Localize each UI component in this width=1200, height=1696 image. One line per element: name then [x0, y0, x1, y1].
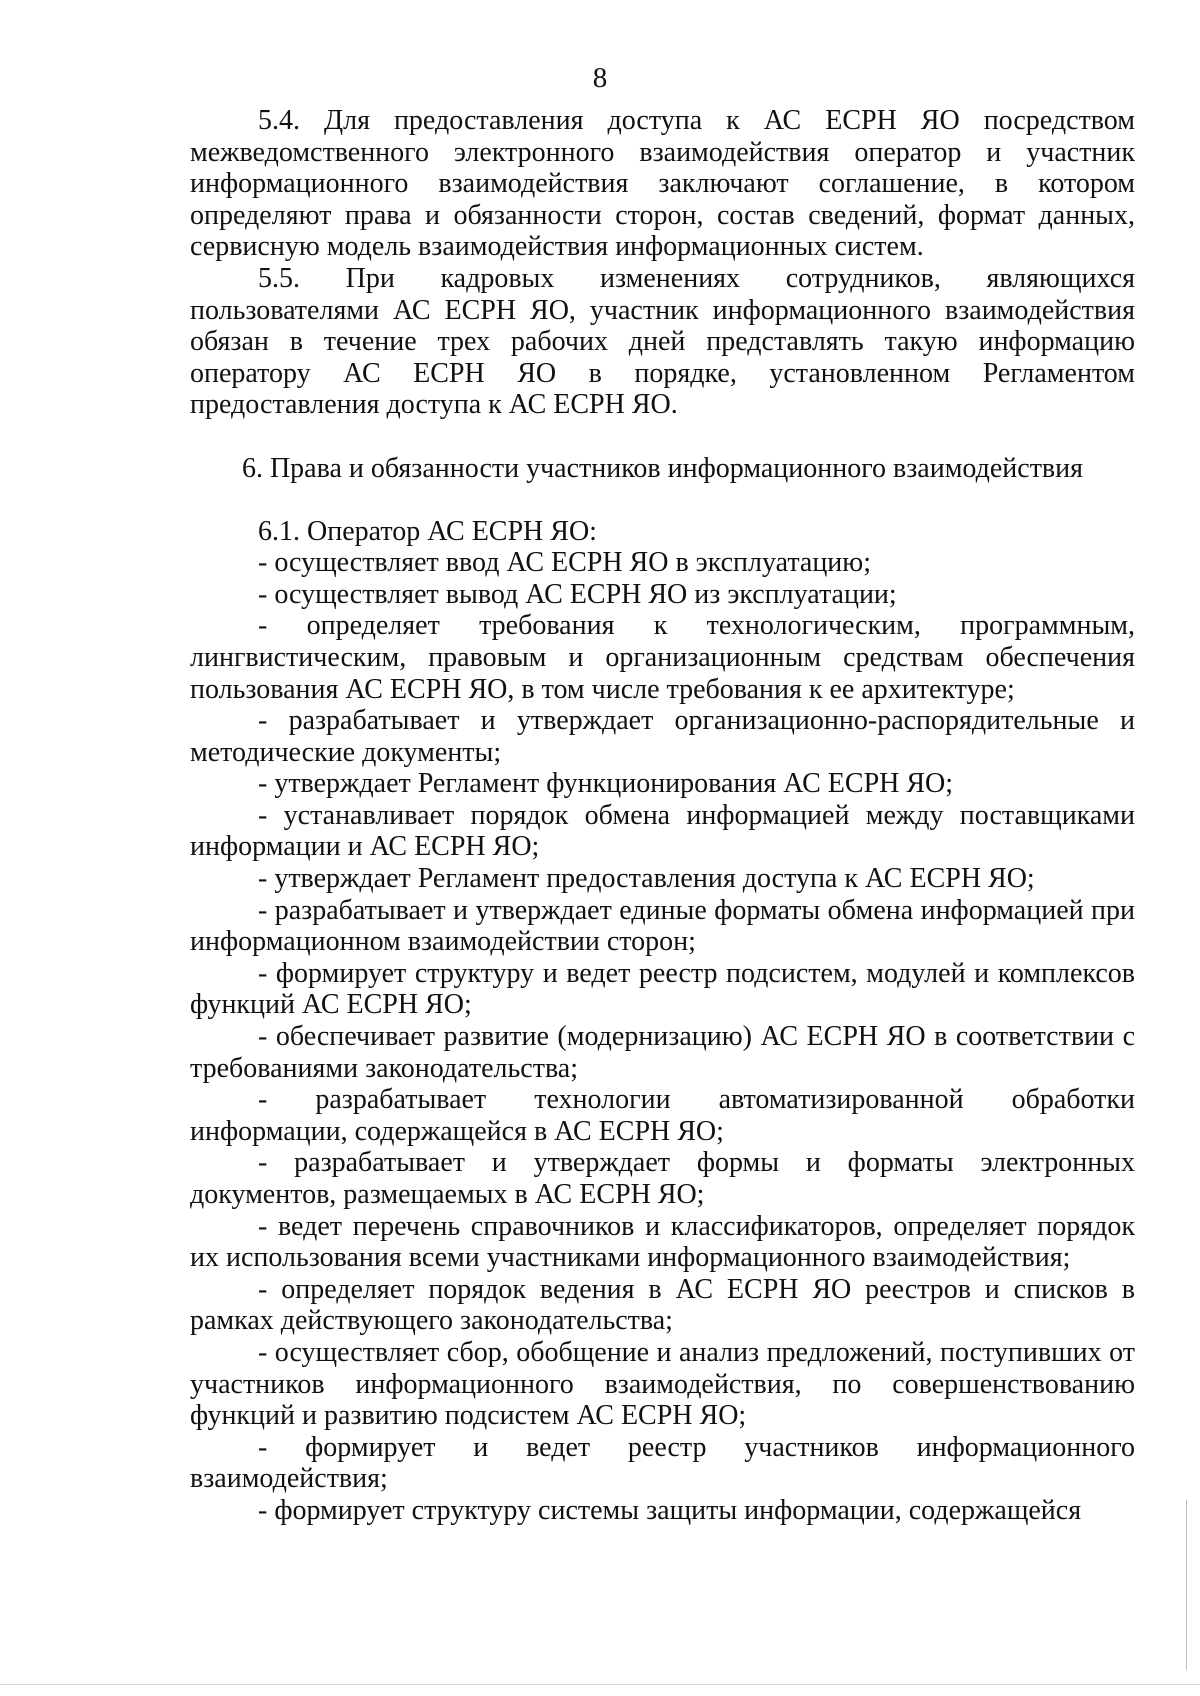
spacer: [190, 485, 1135, 516]
list-item: - утверждает Регламент предоставления доступа к АС ЕСРН ЯО;: [258, 863, 1035, 895]
paragraph-6-1-intro: 6.1. Оператор АС ЕСРН ЯО:: [258, 515, 597, 547]
list-item: - определяет порядок ведения в АС ЕСРН ЯО реестров и списков в рамках действующего законодательства;: [190, 1273, 1135, 1337]
list-item: - осуществляет ввод АС ЕСРН ЯО в эксплуатацию;: [258, 547, 871, 579]
list-item: - обеспечивает развитие (модернизацию) АС ЕСРН ЯО в соответствии с требованиями законодательства;: [190, 1021, 1135, 1084]
list-item: - формирует и ведет реестр участников информационного взаимодействия;: [190, 1431, 1135, 1495]
page-number: 8: [592, 62, 608, 94]
spacer: [190, 421, 1135, 453]
list-item: - ведет перечень справочников и классификаторов, определяет порядок их использования всеми участниками информационного взаимодействия;: [190, 1210, 1135, 1274]
scan-edge-line: [0, 1684, 1200, 1685]
list-item: - разрабатывает технологии автоматизированной обработки информации, содержащейся в АС ЕСРН ЯО;: [190, 1084, 1135, 1147]
list-item: - разрабатывает и утверждает организационно-распорядительные и методические документы;: [190, 705, 1135, 768]
list-item: - разрабатывает и утверждает формы и форматы электронных документов, размещаемых в АС ЕСРН ЯО;: [190, 1147, 1135, 1210]
paragraph-5-4: 5.4. Для предоставления доступа к АС ЕСРН ЯО посредством межведомственного электронного взаимодействия оператор и участник информационного взаимодействия заключают соглашение, в котором определяют права и обязанности сторон, состав сведений, формат данных, сервисную модель взаимодействия информационных систем.: [190, 105, 1135, 263]
list-item: - формирует структуру и ведет реестр подсистем, модулей и комплексов функций АС ЕСРН ЯО;: [190, 957, 1135, 1021]
list-item: - осуществляет сбор, обобщение и анализ предложений, поступивших от участников информационного взаимодействия, по совершенствованию функций и развитию подсистем АС ЕСРН ЯО;: [190, 1336, 1135, 1432]
list-item: - формирует структуру системы защиты информации, содержащейся: [258, 1494, 1082, 1526]
list-item: - разрабатывает и утверждает единые форматы обмена информацией при информационном взаимодействии сторон;: [190, 894, 1135, 958]
document-body: [190, 105, 1135, 1527]
list-item: - осуществляет вывод АС ЕСРН ЯО из эксплуатации;: [258, 578, 897, 610]
list-item: - устанавливает порядок обмена информацией между поставщиками информации и АС ЕСРН ЯО;: [190, 799, 1135, 863]
list-item: - утверждает Регламент функционирования АС ЕСРН ЯО;: [258, 768, 954, 800]
list-item: - определяет требования к технологическим, программным, лингвистическим, правовым и организационным средствам обеспечения пользования АС ЕСРН ЯО, в том числе требования к ее архитектуре;: [190, 610, 1135, 705]
section-6-heading: 6. Права и обязанности участников информационного взаимодействия: [241, 452, 1084, 484]
paragraph-5-5: 5.5. При кадровых изменениях сотрудников, являющихся пользователями АС ЕСРН ЯО, участник информационного взаимодействия обязан в течение трех рабочих дней представлять такую информацию оператору АС ЕСРН ЯО в порядке, установленном Регламентом предоставления доступа к АС ЕСРН ЯО.: [190, 262, 1135, 421]
scan-edge-line: [1186, 1500, 1187, 1670]
